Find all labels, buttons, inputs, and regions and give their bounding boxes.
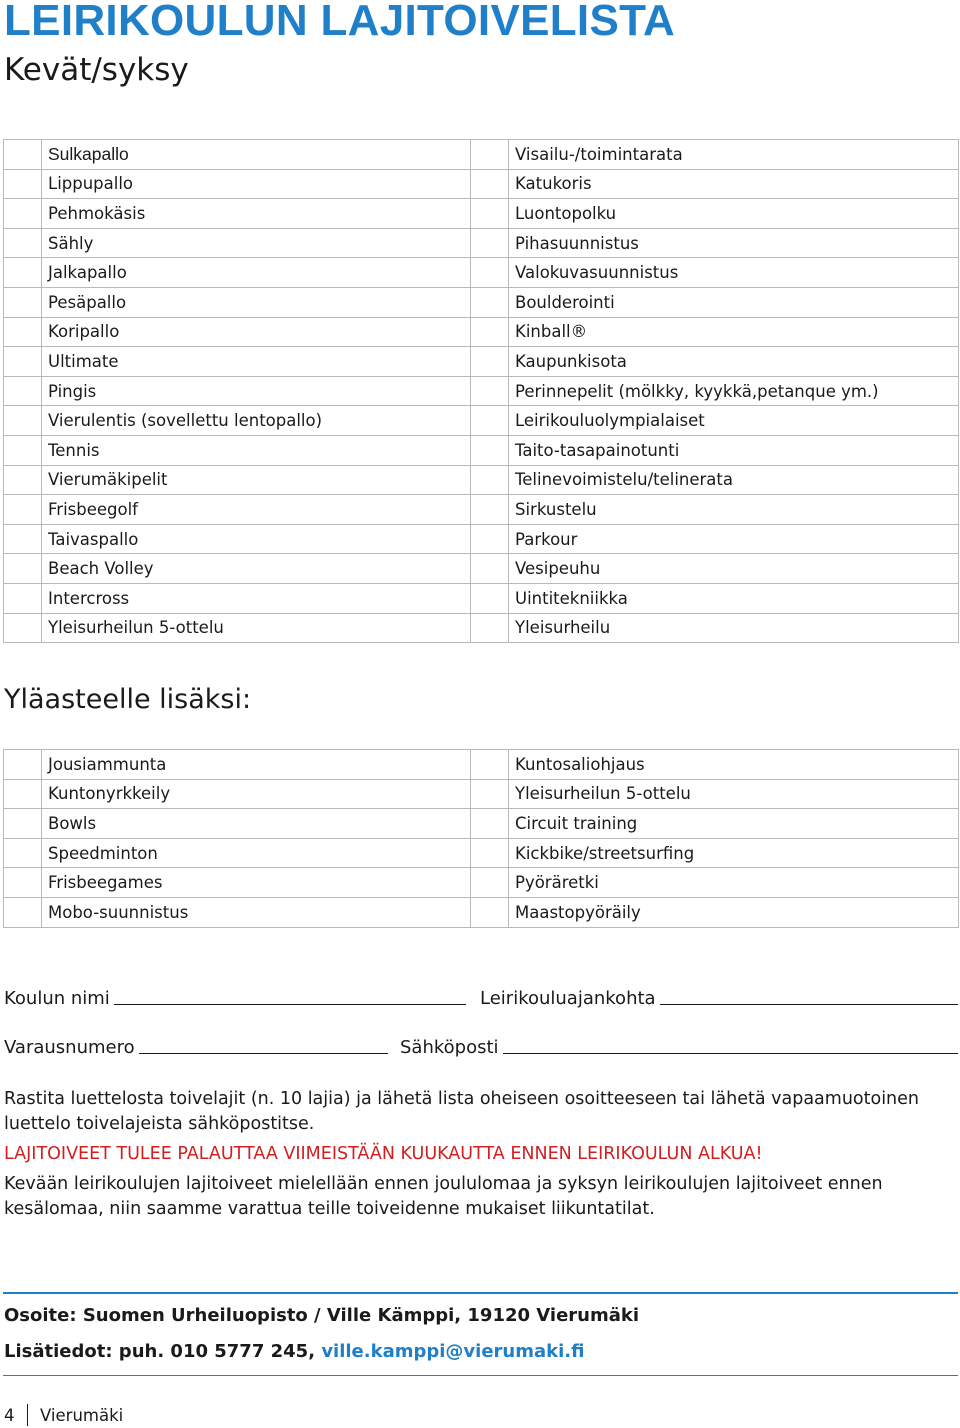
sport-name: Taivaspallo [42,524,471,554]
camp-date-field[interactable] [480,988,958,1009]
table-row [4,406,959,436]
sport-name: Yleisurheilun 5-ottelu [509,779,959,809]
checkbox[interactable] [471,465,509,495]
checkbox[interactable] [4,868,42,898]
sport-name: Kaupunkisota [509,347,959,377]
checkbox[interactable] [4,838,42,868]
sport-name: Pehmokäsis [42,199,471,229]
sport-name: Pesäpallo [42,287,471,317]
checkbox[interactable] [471,779,509,809]
checkbox[interactable] [471,838,509,868]
checkbox[interactable] [4,897,42,927]
sport-name: Pihasuunnistus [509,228,959,258]
sport-name: Jalkapallo [42,258,471,288]
sport-name: Parkour [509,524,959,554]
sport-name: Kuntonyrkkeily [42,779,471,809]
contact-info [4,1341,584,1362]
booking-number-label: Varausnumero [4,1037,135,1058]
checkbox[interactable] [471,809,509,839]
sport-name: Yleisurheilu [509,613,959,643]
checkbox[interactable] [4,435,42,465]
sport-name: Vierumäkipelit [42,465,471,495]
checkbox[interactable] [4,779,42,809]
table-row [4,435,959,465]
table-row [4,258,959,288]
checkbox[interactable] [471,228,509,258]
checkbox[interactable] [4,317,42,347]
section-heading: Yläasteelle lisäksi: [4,684,252,715]
instructions [4,1087,944,1222]
table-row [4,779,959,809]
sport-name: Sähly [42,228,471,258]
table-row [4,495,959,525]
checkbox[interactable] [4,406,42,436]
checkbox[interactable] [4,524,42,554]
checkbox[interactable] [471,524,509,554]
school-name-field[interactable] [4,988,466,1009]
email-field[interactable] [400,1037,958,1058]
sport-name: Maastopyöräily [509,897,959,927]
checkbox[interactable] [4,287,42,317]
sport-name: Speedminton [42,838,471,868]
page-footer [4,1404,123,1426]
sport-name: Pyöräretki [509,868,959,898]
table-row [4,554,959,584]
checkbox[interactable] [4,376,42,406]
divider-bottom [3,1375,958,1376]
sport-name: Koripallo [42,317,471,347]
table-row [4,140,959,170]
sports-table [3,139,959,643]
sport-name: Luontopolku [509,199,959,229]
sport-name: Kinball® [509,317,959,347]
checkbox[interactable] [471,750,509,780]
timing-note: Kevään leirikoulujen lajitoiveet mielellään ennen joululomaa ja syksyn leirikoulujen lajitoiveet ennen kesälomaa, niin saamme varattua teille toiveidenne mukaiset liikuntatilat. [4,1174,883,1219]
sport-name: Uintitekniikka [509,583,959,613]
page-title: LEIRIKOULUN LAJITOIVELISTA [4,0,676,45]
checkbox[interactable] [471,169,509,199]
checkbox[interactable] [4,613,42,643]
sport-name: Jousiammunta [42,750,471,780]
table-row [4,613,959,643]
sport-name: Frisbeegolf [42,495,471,525]
table-row [4,897,959,927]
checkbox[interactable] [471,317,509,347]
checkbox[interactable] [471,897,509,927]
table-row [4,199,959,229]
checkbox[interactable] [471,347,509,377]
checkbox[interactable] [4,140,42,170]
sport-name: Tennis [42,435,471,465]
sport-name: Pingis [42,376,471,406]
sport-name: Frisbeegames [42,868,471,898]
checkbox[interactable] [4,809,42,839]
checkbox[interactable] [471,406,509,436]
sport-name: Telinevoimistelu/telinerata [509,465,959,495]
checkbox[interactable] [4,347,42,377]
table-row [4,868,959,898]
sport-name: Circuit training [509,809,959,839]
sport-name: Visailu-/toimintarata [509,140,959,170]
sport-name: Taito-tasapainotunti [509,435,959,465]
checkbox[interactable] [471,435,509,465]
sport-name: Kuntosaliohjaus [509,750,959,780]
checkbox[interactable] [471,199,509,229]
table-row [4,465,959,495]
sport-name: Lippupallo [42,169,471,199]
instructions-text: Rastita luettelosta toivelajit (n. 10 lajia) ja lähetä lista oheiseen osoitteeseen tai lähetä vapaamuotoinen luettelo toivelajeista sähköpostitse. [4,1089,919,1134]
checkbox[interactable] [4,495,42,525]
checkbox[interactable] [471,613,509,643]
checkbox[interactable] [4,199,42,229]
table-row [4,376,959,406]
table-row [4,809,959,839]
camp-date-label: Leirikouluajankohta [480,988,656,1009]
sport-name: Mobo-suunnistus [42,897,471,927]
checkbox[interactable] [471,287,509,317]
page-number: 4 [4,1405,15,1425]
deadline-warning: LAJITOIVEET TULEE PALAUTTAA VIIMEISTÄÄN KUUKAUTTA ENNEN LEIRIKOULUN ALKUA! [4,1144,763,1164]
checkbox[interactable] [4,554,42,584]
checkbox[interactable] [4,750,42,780]
sport-name: Yleisurheilun 5-ottelu [42,613,471,643]
sport-name: Vierulentis (sovellettu lentopallo) [42,406,471,436]
sport-name: Ultimate [42,347,471,377]
sport-name: Leirikouluolympialaiset [509,406,959,436]
sport-name: Valokuvasuunnistus [509,258,959,288]
contact-phone: Lisätiedot: puh. 010 5777 245, [4,1341,322,1362]
checkbox[interactable] [471,258,509,288]
footer-separator [27,1404,29,1426]
sport-name: Perinnepelit (mölkky, kyykkä,petanque ym.) [509,376,959,406]
sport-name: Katukoris [509,169,959,199]
booking-number-field[interactable] [4,1037,388,1058]
sport-name: Sirkustelu [509,495,959,525]
contact-email-link[interactable]: ville.kamppi@vierumaki.fi [321,1341,585,1362]
contact-address: Osoite: Suomen Urheiluopisto / Ville Kämppi, 19120 Vierumäki [4,1305,640,1326]
sport-name: Bowls [42,809,471,839]
checkbox[interactable] [471,495,509,525]
email-line[interactable] [503,1053,958,1054]
school-name-label: Koulun nimi [4,988,110,1009]
table-row [4,838,959,868]
table-row [4,317,959,347]
checkbox[interactable] [4,169,42,199]
table-row [4,750,959,780]
extra-sports-table [3,749,959,928]
checkbox[interactable] [4,583,42,613]
checkbox[interactable] [471,868,509,898]
school-name-line[interactable] [114,1004,466,1005]
checkbox[interactable] [4,258,42,288]
checkbox[interactable] [471,554,509,584]
checkbox[interactable] [471,140,509,170]
table-row [4,169,959,199]
checkbox[interactable] [471,583,509,613]
table-row [4,583,959,613]
checkbox[interactable] [471,376,509,406]
table-row [4,347,959,377]
checkbox[interactable] [4,228,42,258]
camp-date-line[interactable] [660,1004,958,1005]
table-row [4,228,959,258]
table-row [4,524,959,554]
sport-name: Vesipeuhu [509,554,959,584]
sport-name: Kickbike/streetsurfing [509,838,959,868]
page-subtitle: Kevät/syksy [4,52,189,88]
divider-top [3,1292,958,1294]
sport-name: Beach Volley [42,554,471,584]
booking-number-line[interactable] [139,1053,388,1054]
checkbox[interactable] [4,465,42,495]
footer-brand: Vierumäki [40,1405,124,1425]
table-row [4,287,959,317]
sport-name: Boulderointi [509,287,959,317]
sport-name: Sulkapallo [42,140,471,170]
email-label: Sähköposti [400,1037,499,1058]
sport-name: Intercross [42,583,471,613]
